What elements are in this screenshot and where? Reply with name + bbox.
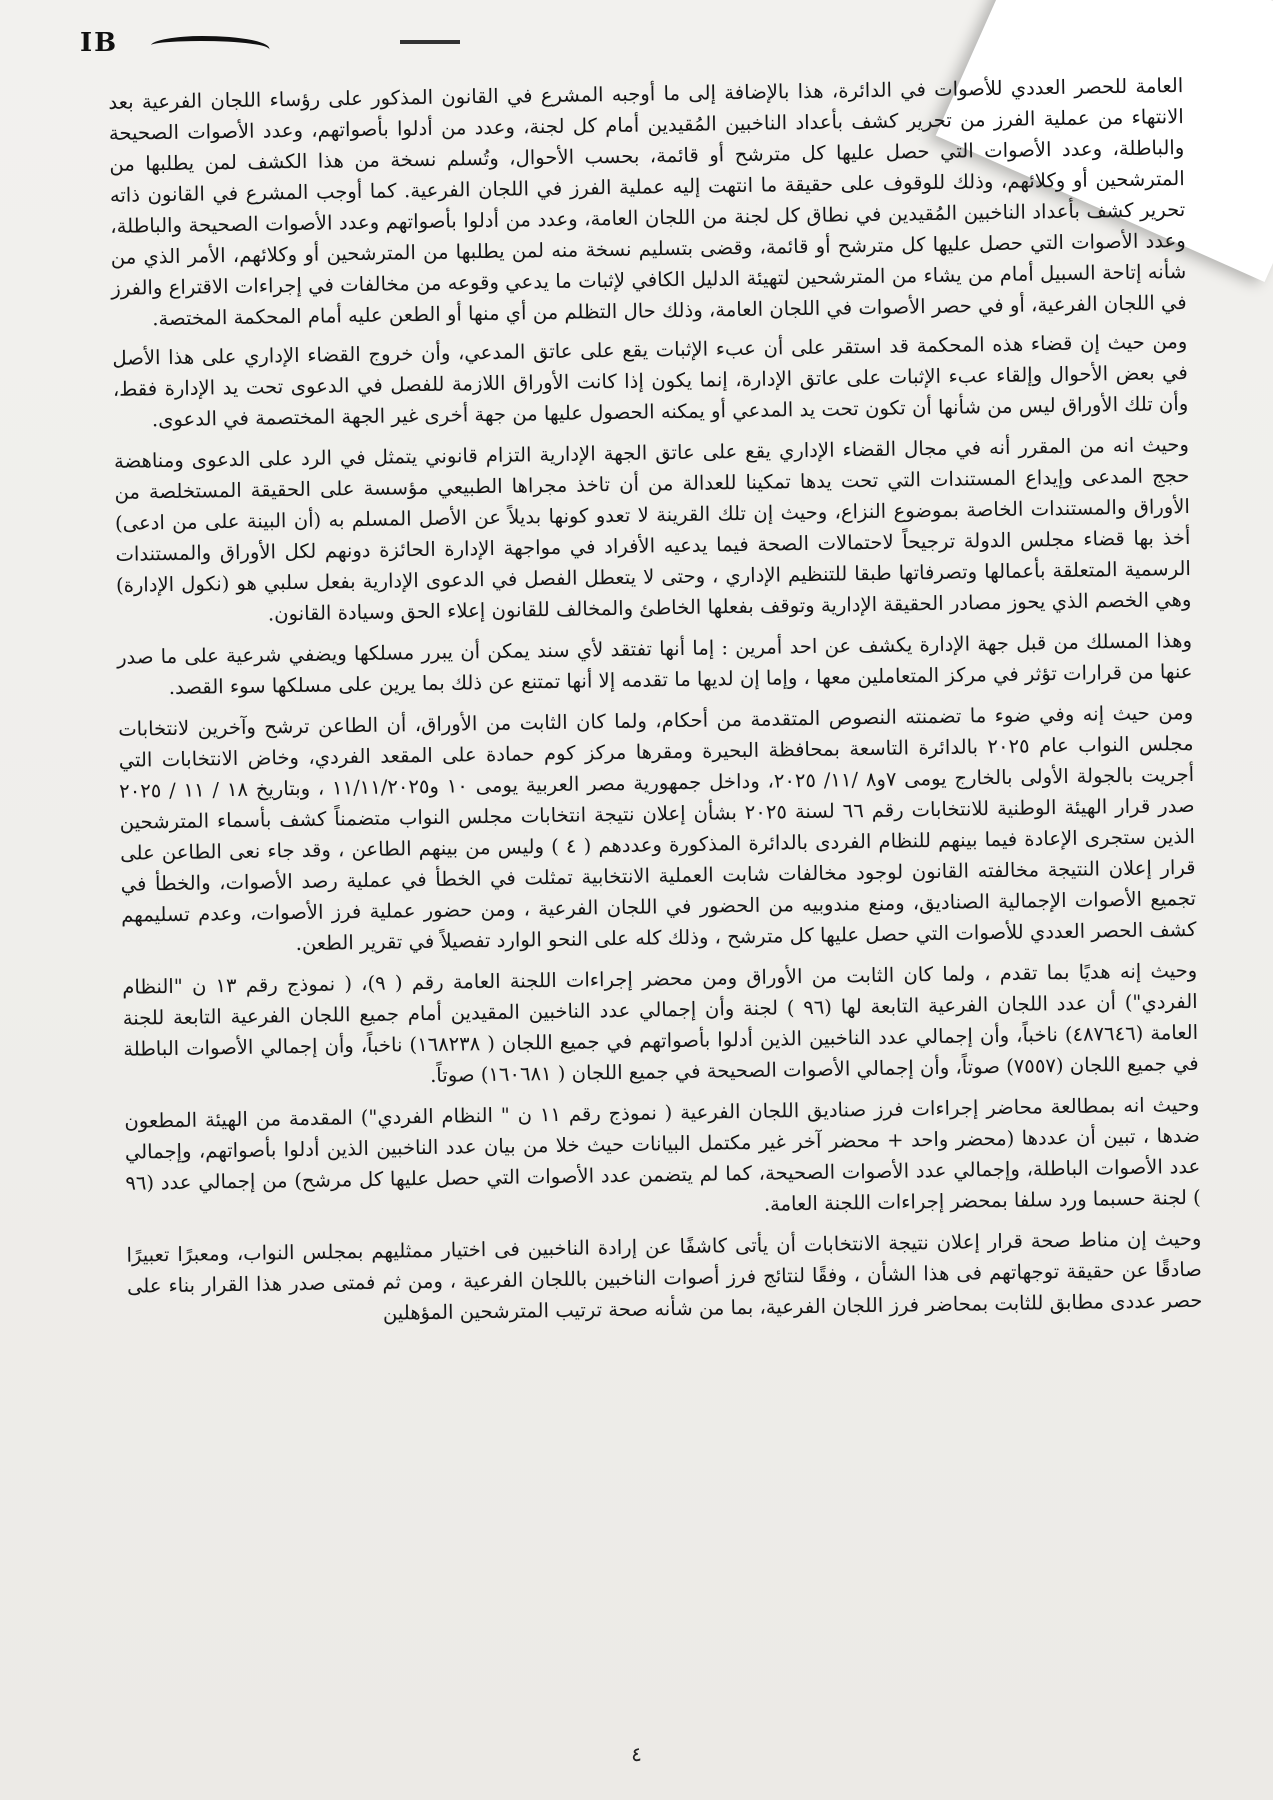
scribble-mark (146, 36, 274, 59)
paragraph: العامة للحصر العددي للأصوات في الدائرة، هذا بالإضافة إلى ما أوجبه المشرع في القانون المذكور على رؤساء اللجان الفرعية بعد الانتهاء من عملية الفرز من تحرير كشف بأعداد الناخبين المُقيدين أمام كل لجنة، وعدد من أدلوا بأصواتهم، وعدد الأصوات الصحيحة والباطلة، وعدد الأصوات التي حصل عليها كل مترشح أو قائمة، بحسب الأحوال، وتُسلم نسخة من هذا الكشف لمن يطلبها من المترشحين أو وكلائهم، وذلك للوقوف على حقيقة ما انتهت إليه عملية الفرز في اللجان الفرعية. كما أوجب المشرع في القانون ذاته تحرير كشف بأعداد الناخبين المُقيدين في نطاق كل لجنة من اللجان العامة، وعدد من أدلوا بأصواتهم وعدد الأصوات الصحيحة والباطلة، وعدد الأصوات التي حصل عليها كل مترشح أو قائمة، وقضى بتسليم نسخة منه لمن يطلبها من المترشحين أو وكلائهم، الأمر الذي من شأنه إتاحة السبيل أمام من يشاء من المترشحين لتهيئة الدليل الكافي لإثبات ما يدعي وقوعه من مخالفات في إجراءات الاقتراع والفرز في اللجان الفرعية، أو في حصر الأصوات في اللجان العامة، وذلك حال التظلم من أي منها أو الطعن عليه أمام المحكمة المختصة. (108, 73, 1187, 331)
paragraph: وحيث انه من المقرر أنه في مجال القضاء الإداري يقع على عاتق الجهة الإدارية التزام قانوني يتمثل في الرد على الدعوى ومناهضة حجج المدعى وإيداع المستندات التي تحت يدها تمكينا للعدالة من أن تاخذ مجراها الطبيعي مؤسسة على الحقيقة المستخلصة من الأوراق والمستندات الخاصة بموضوع النزاع، وحيث إن تلك القرينة لا تعدو كونها بديلاً عن الأصل المسلم به (أن البينة على من ادعى) أخذ بها قضاء مجلس الدولة ترجيحاً لاحتمالات الصحة فيما يدعيه الأفراد في مواجهة الإدارة الحائزة دونهم لكل الأوراق والمستندات الرسمية المتعلقة بأعمالها وتصرفاتها طبقا للتنظيم الإداري ، وحتى لا يتعطل الفصل في الدعوى الإدارية بفعل سلبي هو (نكول الإدارة) وهي الخصم الذي يحوز مصادر الحقيقة الإدارية وتوقف بفعلها الخاطئ والمخالف للقانون إعلاء الحق وسيادة القانون. (113, 432, 1192, 626)
paragraph: وهذا المسلك من قبل جهة الإدارة يكشف عن احد أمرين : إما أنها تفتقد لأي سند يمكن أن يبرر مسلكها ويضفي شرعية على ما صدر عنها من قرارات تؤثر في مركز المتعاملين معها ، وإما إن لديها ما تقدمه إلا أنها تمتنع عن ذلك بما يرين على مسلكها سوء القصد. (116, 628, 1193, 700)
top-stamp-text: IB (80, 28, 119, 58)
paragraph: وحيث انه بمطالعة محاضر إجراءات فرز صناديق اللجان الفرعية ( نموذج رقم ١١ ن " النظام الفردي") المقدمة من الهيئة المطعون ضدها ، تبين أن عددها (محضر واحد + محضر آخر غير مكتمل البيانات حيث خلا من بيان عدد الناخبين الذين أدلوا بأصواتهم، وإجمالي عدد الأصوات الباطلة، وإجمالي عدد الأصوات الصحيحة، كما لم يتضمن عدد الأصوات التي حصل عليها كل مرشح) من إجمالي عدد (٩٦ ) لجنة حسبما ورد سلفا بمحضر إجراءات اللجنة العامة. (124, 1092, 1201, 1216)
document-body (108, 70, 1203, 1341)
top-dash-mark (400, 40, 460, 44)
top-stamp (80, 28, 270, 62)
paragraph: ومن حيث إن قضاء هذه المحكمة قد استقر على أن عبء الإثبات يقع على عاتق المدعي، وأن خروج القضاء الإداري على هذا الأصل في بعض الأحوال وإلقاء عبء الإثبات على عاتق الإدارة، إنما يكون إذا كانت الأوراق اللازمة للفصل في الدعوى تحت يد الإدارة فقط، وأن تلك الأوراق ليس من شأنها أن تكون تحت يد المدعي أو يمكنه الحصول عليها من جهة أخرى غير الجهة المختصمة في الدعوى. (112, 329, 1189, 432)
paragraph: ومن حيث إنه وفي ضوء ما تضمنته النصوص المتقدمة من أحكام، ولما كان الثابت من الأوراق، أن الطاعن ترشح وآخرين لانتخابات مجلس النواب عام ٢٠٢٥ بالدائرة التاسعة بمحافظة البحيرة ومقرها مركز كوم حمادة على المقعد الفردي، وخاض الانتخابات التي أجريت بالجولة الأولى بالخارج يومى ٧و٨ /١١/ ٢٠٢٥، وداخل جمهورية مصر العربية يومى ١٠ و١١/١١/٢٠٢٥ ، وبتاريخ ١٨ / ١١ / ٢٠٢٥ صدر قرار الهيئة الوطنية للانتخابات رقم ٦٦ لسنة ٢٠٢٥ بشأن إعلان نتيجة انتخابات مجلس النواب متضمناً كشف بأسماء المترشحين الذين ستجرى الإعادة فيما بينهم للنظام الفردى بالدائرة المذكورة وعددهم ( ٤ ) وليس من بينهم الطاعن ، وقد جاء نعى الطاعن على قرار إعلان النتيجة مخالفته القانون لوجود مخالفات شابت العملية الانتخابية تمثلت في الخطأ في عملية رصد الأصوات، والخطأ في تجميع الأصوات الإجمالية الصناديق، ومنع مندوبيه من الحضور في اللجان الفرعية ، ومن حضور عملية فرز الأصوات، وعدم تسليمهم كشف الحصر العددي للأصوات التي حصل عليها كل مترشح ، وذلك كله على النحو الوارد تفصيلاً في تقرير الطعن. (118, 700, 1197, 956)
page-number: ٤ (631, 1742, 642, 1766)
paragraph: وحيث إنه هديًا بما تقدم ، ولما كان الثابت من الأوراق ومن محضر إجراءات اللجنة العامة رقم ( ٩)، ( نموذج رقم ١٣ ن "النظام الفردي") أن عدد اللجان الفرعية التابعة لها (٩٦ ) لجنة وأن إجمالي عدد الناخبين المقيدين أمام جميع اللجان الفرعية التابعة للجنة العامة (٤٨٧٦٤٦) ناخباً، وأن إجمالي عدد الناخبين الذين أدلوا بأصواتهم في جميع اللجان ( ١٦٨٢٣٨) ناخباً، وأن إجمالي الأصوات الباطلة في جميع اللجان (٧٥٥٧) صوتاً، وأن إجمالي الأصوات الصحيحة في جميع اللجان ( ١٦٠٦٨١) صوتاً. (122, 958, 1199, 1087)
paragraph: وحيث إن مناط صحة قرار إعلان نتيجة الانتخابات أن يأتى كاشفًا عن إرادة الناخبين فى اختيار ممثليهم بمجلس النواب، ومعبرًا تعبيرًا صادقًا عن حقيقة توجهاتهم فى هذا الشأن ، وفقًا لنتائج فرز أصوات الناخبين باللجان الفرعية ، ومن ثم فمتى صدر هذا القرار بناء على حصر عددى مطابق للثابت بمحاضر فرز اللجان الفرعية، بما من شأنه صحة ترتيب المترشحين المؤهلين (126, 1226, 1203, 1325)
